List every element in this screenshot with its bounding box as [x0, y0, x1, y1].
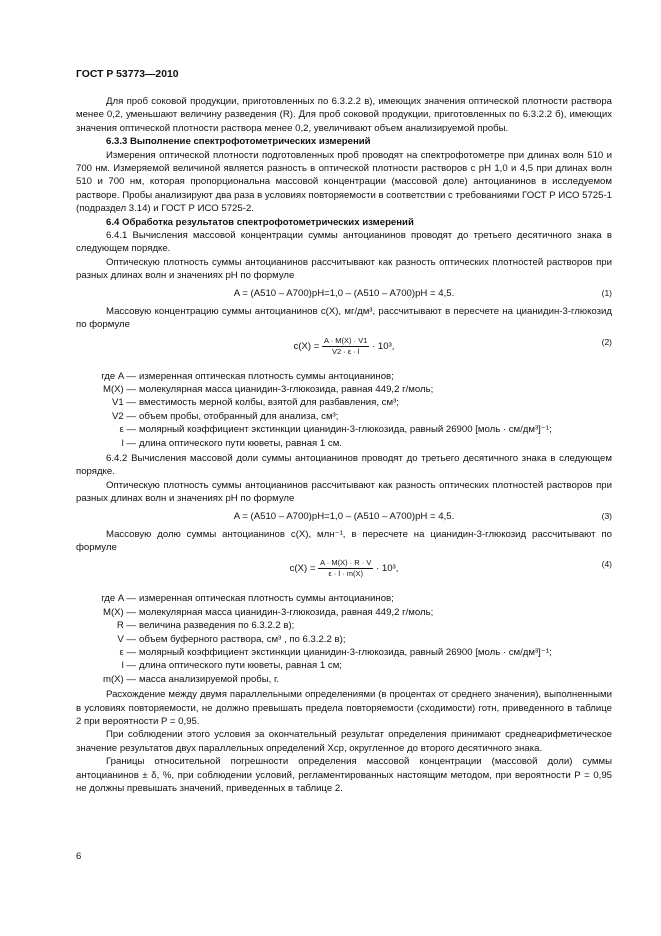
- formula-3: [76, 510, 612, 524]
- definition-row: l — длина оптического пути кюветы, равная 1 см;: [121, 660, 342, 672]
- definitions-list-2: [76, 592, 612, 686]
- formula-1-expression: A = (A510 – A700)pH=1,0 – (A510 – A700)pH = 4,5.: [233, 287, 455, 299]
- formula-1: [76, 287, 612, 301]
- formula-4-tail: · 10³,: [376, 563, 399, 575]
- paragraph-11: Границы относительной погрешности определения массовой концентрации (массовой доли) суммы антоцианинов ± δ, %, при соблюдении условий, регламентированных настоящим методом, при вероятности P = 0,95 не должны превышать значений, приведенных в таблице 2.: [76, 756, 612, 795]
- definition-row: M(X) — молекулярная масса цианидин-3-глюкозида, равная 449,2 г/моль;: [102, 383, 434, 395]
- page-number: 6: [76, 851, 82, 862]
- document-body: [76, 95, 612, 795]
- section-heading-6-3-3: 6.3.3 Выполнение спектрофотометрических измерений: [106, 136, 371, 148]
- formula-4-lhs: c(X) =: [289, 563, 316, 575]
- paragraph-4: Оптическую плотность суммы антоцианинов рассчитывают как разность оптических плотностей растворов при разных длинах волн и значениях рН по формуле: [76, 256, 612, 282]
- document-header: ГОСТ Р 53773—2010: [76, 69, 179, 80]
- formula-4-number: (4): [601, 559, 612, 570]
- definition-row: ε — молярный коэффициент экстинкции цианидин-3-глюкозида, равный 26900 [моль · см/дм³]⁻¹;: [119, 424, 552, 436]
- formula-2-lhs: c(X) =: [293, 340, 320, 352]
- formula-2-numerator: A · M(X) · V1: [324, 335, 368, 345]
- formula-3-number: (3): [601, 510, 612, 521]
- paragraph-10: При соблюдении этого условия за окончательный результат определения принимают среднеарифметическое значение результатов двух параллельных определений Xср, округленное до второго десятичного знака.: [76, 729, 612, 754]
- definition-row: M(X) — молекулярная масса цианидин-3-глюкозида, равная 449,2 г/моль;: [102, 606, 434, 618]
- paragraph-9: Расхождение между двумя параллельными определениями (в процентах от среднего значения), выполненными в условиях повторяемости, не должно превышать предела повторяемости (сходимости) rотн, приведенного в таблице 2 при вероятности P = 0,95.: [76, 689, 612, 728]
- paragraph-5: Массовую концентрацию суммы антоцианинов c(X), мг/дм³, рассчитывают в пересчете на цианидин-3-глюкозид по формуле: [76, 305, 612, 331]
- formula-4: [76, 558, 612, 586]
- paragraph-3: 6.4.1 Вычисления массовой концентрации суммы антоцианинов проводят до третьего десятичного знака в следующем порядке.: [76, 230, 612, 255]
- definition-row: где A — измеренная оптическая плотность суммы антоцианинов;: [101, 370, 394, 382]
- definition-row: V2 — объем пробы, отобранный для анализа, см³;: [112, 410, 339, 422]
- formula-4-fraction: [318, 558, 373, 579]
- formula-3-expression: A = (A510 – A700)pH=1,0 – (A510 – A700)pH = 4,5.: [233, 510, 455, 522]
- paragraph-8: Массовую долю суммы антоцианинов c(X), млн⁻¹, в пересчете на цианидин-3-глюкозид рассчитывают по формуле: [76, 528, 612, 553]
- definition-row: ε — молярный коэффициент экстинкции цианидин-3-глюкозида, равный 26900 [моль · см/дм³]⁻¹;: [119, 647, 552, 658]
- paragraph-1: Для проб соковой продукции, приготовленных по 6.3.2.2 в), имеющих значения оптической плотности раствора менее 0,2, уменьшают величину разведения (R). Для проб соковой продукции, приготовленных по 6.3.2.2 б), имеющих значения оптической плотности раствора менее 0,2, увеличивают объем анализируемой пробы.: [76, 96, 612, 134]
- paragraph-7: Оптическую плотность суммы антоцианинов рассчитывают как разность оптических плотностей растворов при разных длинах волн и значениях рН по формуле: [76, 479, 612, 505]
- definition-row: V1 — вместимость мерной колбы, взятой для разбавления, см³;: [112, 397, 399, 409]
- formula-2-number: (2): [601, 336, 612, 347]
- formula-2-fraction: [322, 336, 369, 357]
- definition-row: m(X) — масса анализируемой пробы, г.: [102, 673, 279, 685]
- formula-4-denominator: ε · l · m(X): [328, 569, 364, 579]
- paragraph-2: Измерения оптической плотности подготовленных проб проводят на спектрофотометре при длинах волн 510 и 700 нм. Измеряемой величиной является разность в оптической плотности растворов с рН 1,0 и 4,5 при длинах волн 510 и 700 нм, которая пропорциональна массовой концентрации (массовой доле) антоцианинов в исследуемом растворе. Пробы анализируют два раза в условиях повторяемости в соответствии с требованиями ГОСТ Р ИСО 5725-1 (подраздел 3.14) и ГОСТ Р ИСО 5725-2.: [76, 149, 612, 215]
- definition-row: R — величина разведения по 6.3.2.2 в);: [116, 620, 295, 632]
- formula-2-tail: · 10³,: [372, 340, 395, 352]
- definition-row: где A — измеренная оптическая плотность суммы антоцианинов;: [101, 593, 394, 605]
- definitions-list-1: [76, 370, 612, 450]
- definition-row: l — длина оптического пути кюветы, равная 1 см.: [121, 437, 342, 449]
- formula-1-number: (1): [601, 287, 612, 298]
- section-heading-6-4: 6.4 Обработка результатов спектрофотометрических измерений: [106, 216, 414, 228]
- formula-2-denominator: V2 · ε · l: [331, 346, 360, 356]
- formula-4-numerator: A · M(X) · R · V: [320, 558, 372, 568]
- paragraph-6: 6.4.2 Вычисления массовой доли суммы антоцианинов проводят до третьего десятичного знака в следующем порядке.: [76, 452, 612, 478]
- formula-2: [76, 336, 612, 364]
- definition-row: V — объем буферного раствора, см³ , по 6.3.2.2 в);: [117, 633, 346, 645]
